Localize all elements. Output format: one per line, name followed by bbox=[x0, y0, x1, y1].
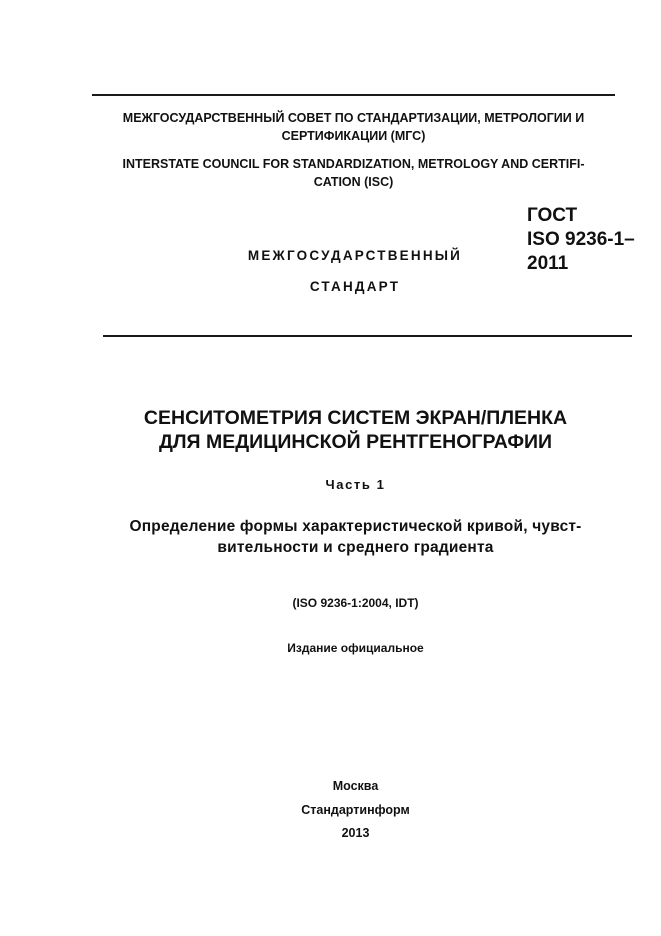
gost-line-2: ISO 9236-1– bbox=[527, 229, 635, 250]
top-divider bbox=[92, 94, 615, 96]
gost-line-3: 2011 bbox=[527, 253, 569, 274]
title-line-2: ДЛЯ МЕДИЦИНСКОЙ РЕНТГЕНОГРАФИИ bbox=[158, 431, 553, 453]
standard-type-line-1: МЕЖГОСУДАРСТВЕННЫЙ bbox=[247, 248, 463, 263]
standard-type-line-2: СТАНДАРТ bbox=[309, 279, 401, 294]
part-label: Часть 1 bbox=[325, 477, 386, 492]
council-name-en bbox=[92, 155, 615, 191]
imprint-year: 2013 bbox=[341, 826, 370, 840]
document-subtitle bbox=[40, 516, 661, 558]
council-ru-line-2: СЕРТИФИКАЦИИ (МГС) bbox=[281, 129, 426, 143]
standard-type bbox=[200, 240, 510, 302]
gost-designation bbox=[527, 204, 657, 276]
subtitle-line-2: вительности и среднего градиента bbox=[217, 539, 494, 556]
document-title bbox=[40, 406, 661, 454]
middle-divider bbox=[103, 335, 632, 337]
title-line-1: СЕНСИТОМЕТРИЯ СИСТЕМ ЭКРАН/ПЛЕНКА bbox=[143, 407, 568, 429]
imprint-city: Москва bbox=[332, 779, 379, 793]
edition-note: Издание официальное bbox=[287, 641, 424, 655]
council-en-line-1: INTERSTATE COUNCIL FOR STANDARDIZATION, METROLOGY AND CERTIFI- bbox=[122, 157, 585, 171]
council-name-ru bbox=[92, 109, 615, 145]
gost-line-1: ГОСТ bbox=[527, 205, 578, 226]
subtitle-line-1: Определение формы характеристической кривой, чувст- bbox=[129, 518, 582, 535]
council-ru-line-1: МЕЖГОСУДАРСТВЕННЫЙ СОВЕТ ПО СТАНДАРТИЗАЦИИ, МЕТРОЛОГИИ И bbox=[122, 111, 585, 125]
imprint-publisher: Стандартинформ bbox=[301, 803, 410, 817]
council-en-line-2: CATION (ISC) bbox=[313, 175, 394, 189]
iso-reference: (ISO 9236-1:2004, IDT) bbox=[292, 596, 419, 610]
